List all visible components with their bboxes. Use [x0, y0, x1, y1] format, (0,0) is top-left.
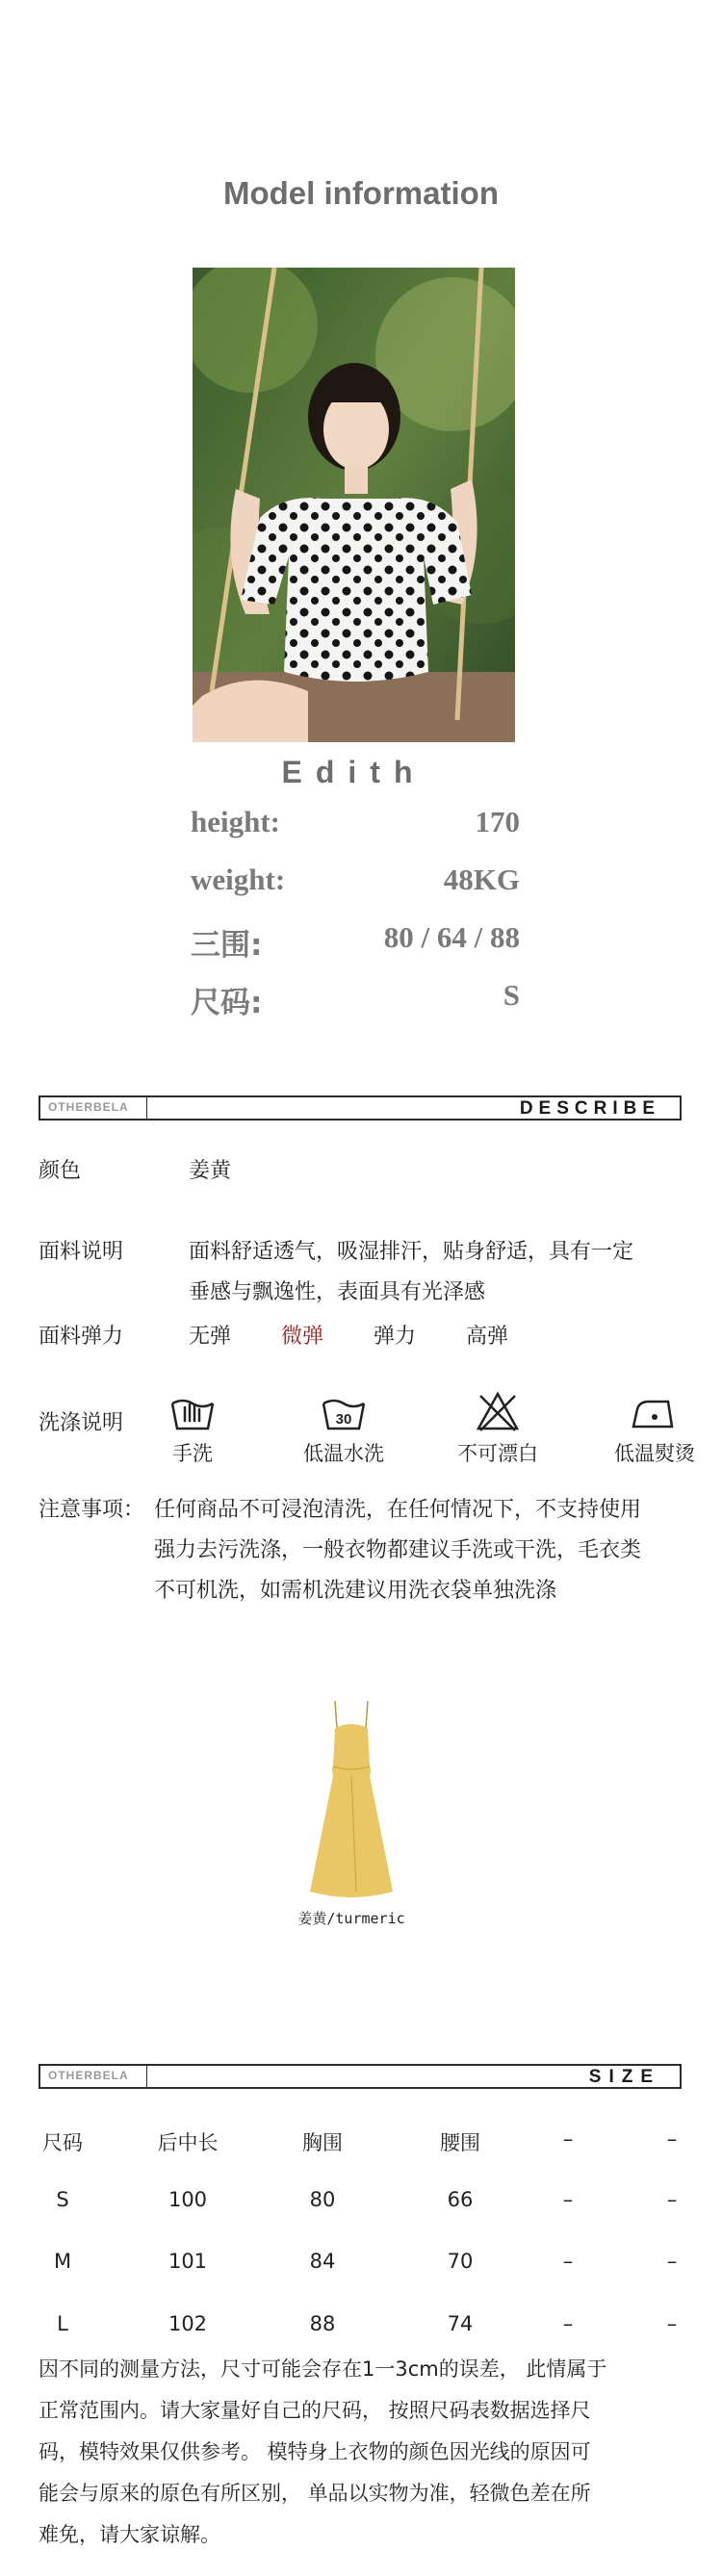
- low-temp-iron-icon: [630, 1394, 678, 1436]
- size-header-extra-2: –: [666, 2127, 678, 2151]
- size-header-extra-1: –: [562, 2127, 574, 2151]
- elastic-label: 面料弹力: [39, 1325, 124, 1349]
- height-label: height:: [191, 805, 280, 838]
- wash-temperature: 30: [335, 1411, 352, 1428]
- size-note-line-3: 码，模特效果仅供参考。 模特身上衣物的颜色因光线的原因可: [39, 2440, 591, 2463]
- size-cell: 80: [309, 2188, 336, 2211]
- color-value: 姜黄: [189, 1159, 232, 1183]
- model-size-label: 尺码:: [191, 986, 263, 1020]
- notice-line-2: 强力去污洗涤，一般衣物都建议手洗或干洗，毛衣类: [154, 1538, 642, 1562]
- size-cell: 70: [447, 2250, 474, 2273]
- height-value: 170: [475, 805, 520, 838]
- elastic-option-slight: 微弹: [281, 1325, 324, 1349]
- notice-line-3: 不可机洗，如需机洗建议用洗衣袋单独洗涤: [154, 1579, 557, 1603]
- size-header-waist: 腰围: [440, 2131, 480, 2154]
- color-label: 颜色: [39, 1159, 82, 1183]
- notice-line-1: 任何商品不可浸泡清洗，在任何情况下，不支持使用: [154, 1498, 642, 1522]
- describe-tag: DESCRIBE: [519, 1098, 660, 1119]
- model-section-title: Model information: [223, 175, 499, 211]
- elastic-option-none: 无弹: [189, 1325, 232, 1349]
- size-header-bar: [39, 2064, 682, 2089]
- elastic-option-stretch: 弹力: [374, 1325, 417, 1349]
- weight-value: 48KG: [443, 863, 520, 896]
- brand-label: OTHERBELA: [48, 1100, 129, 1114]
- model-photo: [193, 268, 515, 742]
- bar-divider: [146, 2066, 147, 2087]
- size-note-line-2: 正常范围内。请大家量好自己的尺码， 按照尺码表数据选择尺: [39, 2399, 591, 2422]
- size-header-bust: 胸围: [302, 2131, 343, 2154]
- notice-label: 注意事项：: [39, 1498, 145, 1522]
- brand-label: OTHERBELA: [48, 2069, 129, 2082]
- describe-header-bar: [39, 1095, 682, 1121]
- size-cell: –: [666, 2188, 678, 2211]
- size-cell: –: [666, 2312, 678, 2335]
- size-cell: –: [562, 2312, 574, 2335]
- size-header-length: 后中长: [157, 2131, 219, 2154]
- low-temp-wash-label: 低温水洗: [303, 1442, 384, 1465]
- size-header-size: 尺码: [42, 2131, 83, 2154]
- fabric-label: 面料说明: [39, 1240, 124, 1264]
- low-temp-iron-label: 低温熨烫: [614, 1442, 695, 1465]
- size-cell: 102: [168, 2312, 208, 2335]
- wash-label: 洗涤说明: [39, 1411, 124, 1435]
- size-cell: S: [56, 2188, 69, 2211]
- measurements-value: 80 / 64 / 88: [383, 920, 520, 954]
- size-cell: 66: [447, 2188, 474, 2211]
- size-cell: 88: [309, 2312, 336, 2335]
- size-cell: 100: [168, 2188, 208, 2211]
- low-temp-wash-icon: [321, 1392, 367, 1436]
- hand-wash-label: 手洗: [172, 1442, 213, 1465]
- size-cell: M: [53, 2250, 72, 2273]
- size-note-line-4: 能会与原来的原色有所区别， 单品以实物为准，轻微色差在所: [39, 2482, 591, 2505]
- measurements-label: 三围:: [191, 928, 263, 963]
- no-bleach-icon: [475, 1390, 521, 1436]
- size-tag: SIZE: [588, 2067, 660, 2087]
- bar-divider: [146, 1097, 147, 1119]
- hand-wash-icon: [169, 1392, 216, 1436]
- dress-swatch-image: [298, 1699, 404, 1905]
- size-note-line-5: 难免，请大家谅解。: [39, 2523, 220, 2546]
- model-size-value: S: [503, 978, 520, 1012]
- size-cell: 74: [447, 2312, 474, 2335]
- elastic-option-high: 高弹: [466, 1325, 509, 1349]
- size-cell: –: [562, 2188, 574, 2211]
- size-cell: –: [666, 2250, 678, 2273]
- model-name: Edith: [281, 755, 426, 789]
- size-cell: 101: [168, 2250, 208, 2273]
- size-cell: –: [562, 2250, 574, 2273]
- fabric-line-2: 垂感与飘逸性，表面具有光泽感: [189, 1280, 486, 1304]
- fabric-line-1: 面料舒适透气，吸湿排汗，贴身舒适，具有一定: [189, 1240, 634, 1264]
- size-cell: 84: [309, 2250, 336, 2273]
- no-bleach-label: 不可漂白: [457, 1442, 538, 1465]
- swatch-caption: 姜黄/turmeric: [297, 1910, 405, 1927]
- size-cell: L: [57, 2312, 68, 2335]
- weight-label: weight:: [191, 863, 286, 896]
- size-note-line-1: 因不同的测量方法，尺寸可能会存在1一3cm的误差， 此情属于: [39, 2357, 607, 2381]
